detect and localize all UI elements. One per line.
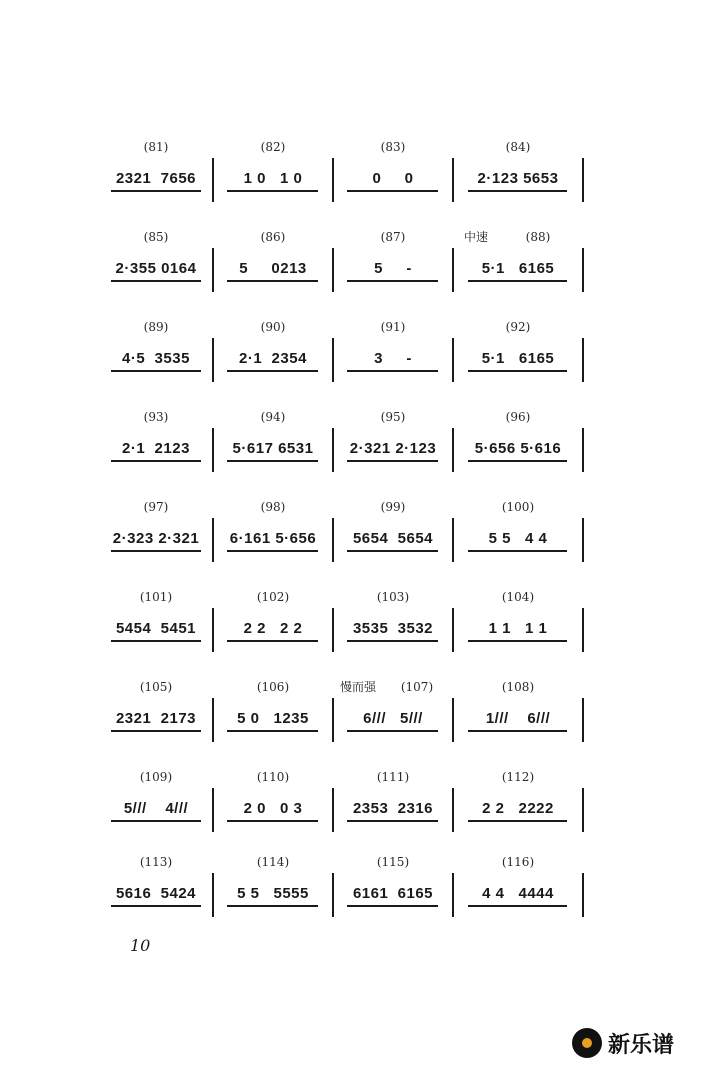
measure-notes: 5/// 4///: [123, 800, 189, 817]
barline: [582, 873, 584, 917]
measure: [456, 590, 580, 660]
note-beam: [227, 190, 318, 192]
measure-number: (91): [380, 320, 406, 334]
note-beam: [227, 460, 318, 462]
measure-number: (81): [143, 140, 169, 154]
measure: [336, 230, 450, 300]
score-row: [100, 590, 600, 660]
note-beam: [468, 730, 567, 732]
note-beam: [468, 550, 567, 552]
barline: [452, 788, 454, 832]
measure: [100, 590, 212, 660]
measure: [100, 140, 212, 210]
barline: [212, 698, 214, 742]
measure-number: (102): [256, 590, 290, 604]
measure-notes: 2·321 2·123: [349, 440, 437, 457]
barline: [212, 338, 214, 382]
measure: [456, 320, 580, 390]
note-beam: [347, 820, 438, 822]
measure-number: (109): [139, 770, 173, 784]
measure-number: (106): [256, 680, 290, 694]
barline: [452, 428, 454, 472]
measure-notes: 5·1 6165: [481, 350, 555, 367]
measure-number: (88): [525, 230, 551, 244]
measure-notes: 5 5 5555: [237, 885, 309, 902]
barline: [332, 608, 334, 652]
note-beam: [468, 905, 567, 907]
measure-number: (96): [505, 410, 531, 424]
measure-notes: 1 0 1 0: [243, 170, 303, 187]
measure-number: (105): [139, 680, 173, 694]
measure-notes: 4·5 3535: [122, 350, 190, 367]
note-beam: [111, 905, 201, 907]
measure-number: (101): [139, 590, 173, 604]
measure-notes: 1/// 6///: [485, 710, 551, 727]
measure-notes: 5 0213: [239, 260, 307, 277]
measure-notes: 2 2 2222: [482, 800, 554, 817]
note-beam: [347, 905, 438, 907]
barline: [582, 338, 584, 382]
note-beam: [111, 280, 201, 282]
barline: [582, 428, 584, 472]
measure: [216, 770, 330, 840]
tempo-marking: 慢而强: [340, 680, 377, 694]
measure: [216, 855, 330, 925]
measure: [216, 590, 330, 660]
barline: [212, 428, 214, 472]
score-row: [100, 500, 600, 570]
note-beam: [347, 730, 438, 732]
score-row: [100, 410, 600, 480]
barline: [582, 788, 584, 832]
barline: [452, 248, 454, 292]
measure: [216, 680, 330, 750]
note-beam: [347, 460, 438, 462]
measure-number: (116): [501, 855, 535, 869]
measure-notes: 2·323 2·321: [112, 530, 200, 547]
note-beam: [111, 460, 201, 462]
score-row: [100, 230, 600, 300]
measure-number: (115): [376, 855, 410, 869]
measure-notes: 0 0: [372, 170, 414, 187]
note-beam: [111, 640, 201, 642]
measure: [336, 500, 450, 570]
note-beam: [227, 820, 318, 822]
measure-notes: 2·355 0164: [115, 260, 197, 277]
measure: [100, 230, 212, 300]
note-beam: [111, 730, 201, 732]
note-beam: [468, 280, 567, 282]
barline: [582, 518, 584, 562]
measure: [336, 680, 450, 750]
measure-notes: 5·1 6165: [481, 260, 555, 277]
measure-number: (82): [260, 140, 286, 154]
measure: [100, 770, 212, 840]
measure: [216, 320, 330, 390]
measure-notes: 5654 5654: [352, 530, 434, 547]
note-beam: [227, 640, 318, 642]
measure-number: (85): [143, 230, 169, 244]
measure-number: (100): [501, 500, 535, 514]
measure: [216, 410, 330, 480]
barline: [582, 698, 584, 742]
measure: [336, 140, 450, 210]
measure-number: (86): [260, 230, 286, 244]
watermark-logo: [572, 1026, 692, 1060]
measure: [456, 500, 580, 570]
barline: [582, 608, 584, 652]
note-beam: [227, 550, 318, 552]
score-row: [100, 140, 600, 210]
note-beam: [111, 550, 201, 552]
measure: [216, 500, 330, 570]
barline: [212, 248, 214, 292]
note-beam: [347, 550, 438, 552]
barline: [332, 873, 334, 917]
note-beam: [468, 640, 567, 642]
measure-notes: 6161 6165: [352, 885, 434, 902]
barline: [582, 248, 584, 292]
measure-notes: 2·1 2123: [122, 440, 190, 457]
measure: [456, 680, 580, 750]
barline: [332, 698, 334, 742]
measure-number: (83): [380, 140, 406, 154]
note-beam: [111, 370, 201, 372]
measure: [336, 320, 450, 390]
measure: [336, 770, 450, 840]
measure-notes: 2·1 2354: [239, 350, 307, 367]
barline: [582, 158, 584, 202]
measure: [456, 140, 580, 210]
measure-number: (103): [376, 590, 410, 604]
measure: [100, 320, 212, 390]
barline: [452, 608, 454, 652]
measure-notes: 6/// 5///: [363, 710, 423, 727]
score-row: [100, 855, 600, 925]
barline: [332, 428, 334, 472]
measure-notes: 2 0 0 3: [243, 800, 303, 817]
barline: [332, 518, 334, 562]
measure-number: (95): [380, 410, 406, 424]
measure-notes: 6·161 5·656: [229, 530, 317, 547]
measure-number: (84): [505, 140, 531, 154]
measure-notes: 5·656 5·616: [474, 440, 562, 457]
measure: [456, 410, 580, 480]
measure: [100, 410, 212, 480]
note-beam: [111, 820, 201, 822]
measure-number: (110): [256, 770, 290, 784]
barline: [332, 158, 334, 202]
watermark-text: 新乐谱: [608, 1032, 675, 1058]
score-row: [100, 770, 600, 840]
measure-notes: 2321 7656: [115, 170, 197, 187]
measure-notes: 5 5 4 4: [488, 530, 548, 547]
note-beam: [347, 190, 438, 192]
measure-number: (97): [143, 500, 169, 514]
score-row: [100, 320, 600, 390]
score-row: [100, 680, 600, 750]
measure-number: (94): [260, 410, 286, 424]
barline: [212, 608, 214, 652]
measure-notes: 5616 5424: [115, 885, 197, 902]
note-beam: [468, 190, 567, 192]
barline: [452, 873, 454, 917]
measure: [456, 230, 580, 300]
measure-notes: 5 -: [374, 260, 412, 277]
measure: [336, 855, 450, 925]
page-number: 10: [130, 936, 151, 955]
note-beam: [227, 370, 318, 372]
tempo-marking: 中速: [464, 230, 489, 244]
measure: [456, 855, 580, 925]
measure: [456, 770, 580, 840]
note-beam: [468, 370, 567, 372]
barline: [452, 158, 454, 202]
measure-notes: 3535 3532: [352, 620, 434, 637]
barline: [332, 248, 334, 292]
measure: [216, 230, 330, 300]
measure-number: (107): [400, 680, 434, 694]
note-beam: [347, 370, 438, 372]
measure-notes: 2·123 5653: [477, 170, 559, 187]
barline: [332, 338, 334, 382]
measure-number: (90): [260, 320, 286, 334]
barline: [212, 873, 214, 917]
measure: [336, 410, 450, 480]
note-beam: [468, 460, 567, 462]
measure-number: (89): [143, 320, 169, 334]
barline: [212, 518, 214, 562]
measure-notes: 2353 2316: [352, 800, 434, 817]
barline: [212, 788, 214, 832]
measure-notes: 5 0 1235: [237, 710, 309, 727]
measure: [100, 855, 212, 925]
note-beam: [347, 640, 438, 642]
measure-notes: 2321 2173: [115, 710, 197, 727]
measure-number: (111): [376, 770, 410, 784]
measure-number: (87): [380, 230, 406, 244]
measure-notes: 3 -: [374, 350, 412, 367]
measure: [100, 500, 212, 570]
barline: [452, 518, 454, 562]
note-beam: [227, 730, 318, 732]
measure-number: (104): [501, 590, 535, 604]
measure-notes: 1 1 1 1: [488, 620, 548, 637]
measure-notes: 5·617 6531: [232, 440, 314, 457]
measure-number: (99): [380, 500, 406, 514]
measure-number: (112): [501, 770, 535, 784]
measure-notes: 4 4 4444: [482, 885, 554, 902]
barline: [452, 698, 454, 742]
barline: [332, 788, 334, 832]
measure-number: (108): [501, 680, 535, 694]
measure-number: (93): [143, 410, 169, 424]
measure-notes: 5454 5451: [115, 620, 197, 637]
measure-number: (114): [256, 855, 290, 869]
measure: [216, 140, 330, 210]
measure-number: (98): [260, 500, 286, 514]
note-beam: [111, 190, 201, 192]
barline: [452, 338, 454, 382]
measure: [100, 680, 212, 750]
note-beam: [468, 820, 567, 822]
note-beam: [347, 280, 438, 282]
note-beam: [227, 905, 318, 907]
measure: [336, 590, 450, 660]
measure-number: (113): [139, 855, 173, 869]
barline: [212, 158, 214, 202]
measure-notes: 2 2 2 2: [243, 620, 303, 637]
measure-number: (92): [505, 320, 531, 334]
note-beam: [227, 280, 318, 282]
vinyl-record-icon: [572, 1028, 602, 1058]
